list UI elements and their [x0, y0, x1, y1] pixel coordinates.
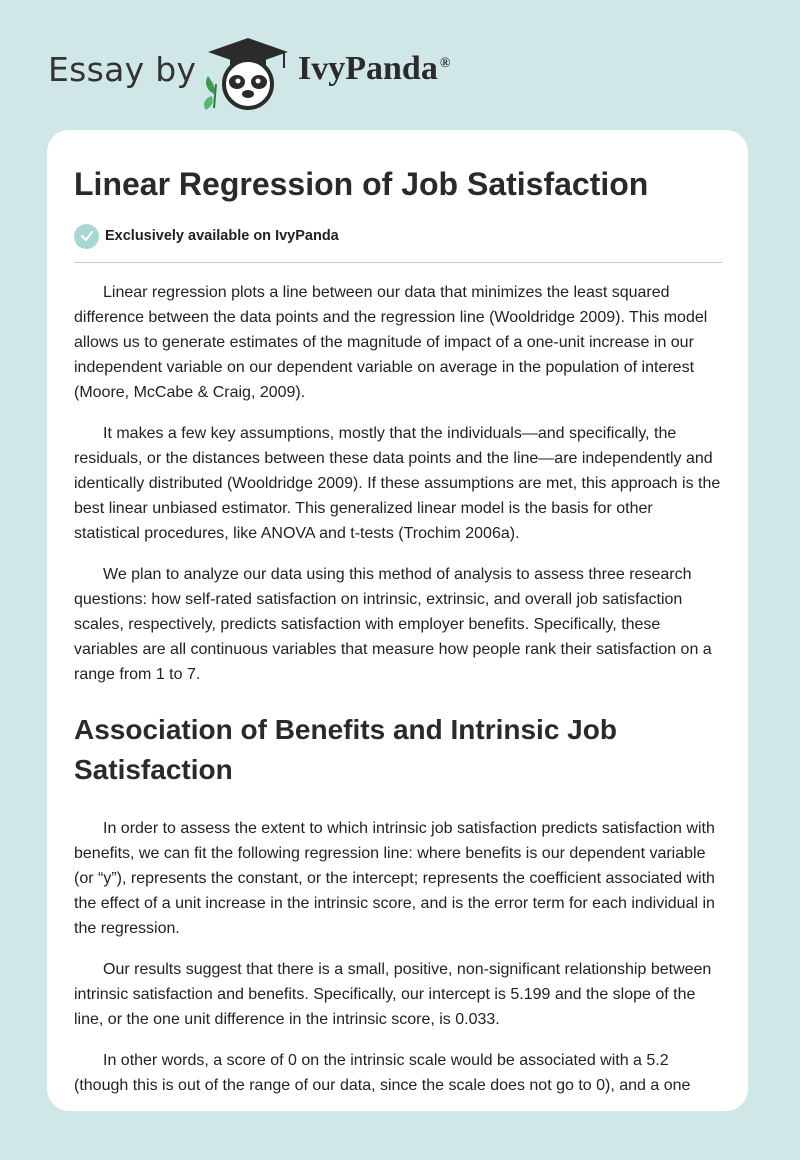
- site-header: [0, 0, 800, 130]
- body-paragraph: We plan to analyze our data using this method of analysis to assess three research questions: how self-rated satisfaction on intrinsic, extrinsic, and overall job satisfaction scales, respectively, predicts satisfaction with employer benefits. Specifically, these variables are all continuous variables that measure how people rank their satisfaction on a range from 1 to 7.: [74, 566, 712, 683]
- brand-name[interactable]: [298, 50, 450, 88]
- body-paragraph: In order to assess the extent to which intrinsic job satisfaction predicts satisfaction with benefits, we can fit the following regression line: where benefits is our dependent variable (or “y”), represents the constant, or the intercept; represents the coefficient associated with the effect of a unit increase in the intrinsic score, and is the error term for each individual in the regression.: [74, 820, 715, 937]
- body-paragraph: In other words, a score of 0 on the intrinsic scale would be associated with a 5.2 (though this is out of the range of our data, since the scale does not go to 0), and a one: [74, 1052, 691, 1094]
- check-icon: [74, 224, 99, 249]
- essay-by-label: Essay by: [48, 50, 197, 89]
- divider: [74, 262, 722, 263]
- panda-logo-icon[interactable]: [200, 36, 296, 110]
- article-card: [47, 130, 748, 1111]
- article-title: Linear Regression of Job Satisfaction: [74, 166, 649, 202]
- exclusive-label: Exclusively available on IvyPanda: [105, 228, 339, 244]
- body-paragraph: Our results suggest that there is a small, positive, non-significant relationship between intrinsic satisfaction and benefits. Specifically, our intercept is 5.199 and the slope of the line, or the one unit difference in the intrinsic score, is 0.033.: [74, 961, 712, 1028]
- body-paragraph: It makes a few key assumptions, mostly that the individuals—and specifically, the residuals, or the distances between these data points and the line—are independently and identically distributed (Wooldridge 2009). If these assumptions are met, this approach is the best linear unbiased estimator. This generalized linear model is the basis for other statistical procedures, like ANOVA and t-tests (Trochim 2006a).: [74, 425, 721, 542]
- registered-mark: ®: [439, 55, 451, 71]
- section-heading: Association of Benefits and Intrinsic Job Satisfaction: [74, 714, 617, 785]
- body-paragraph: Linear regression plots a line between our data that minimizes the least squared difference between the data points and the regression line (Wooldridge 2009). This model allows us to generate estimates of the magnitude of impact of a one-unit increase in our independent variable on our dependent variable on average in the population of interest (Moore, McCabe & Craig, 2009).: [74, 284, 708, 401]
- exclusive-badge: [74, 223, 722, 249]
- brand-name-text: IvyPanda: [298, 50, 438, 87]
